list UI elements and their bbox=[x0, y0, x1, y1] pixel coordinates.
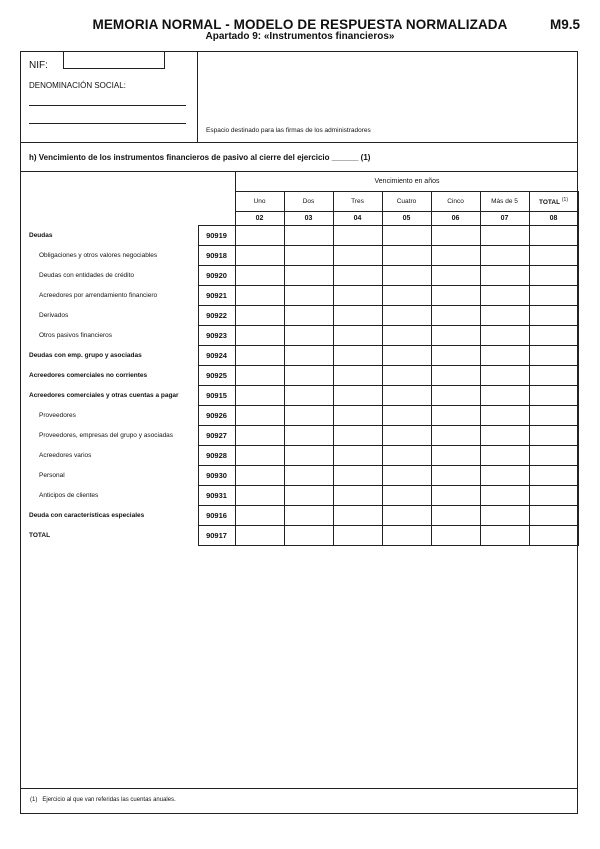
column-labels-row bbox=[20, 192, 578, 212]
row-code: 90923 bbox=[198, 326, 235, 346]
value-cell[interactable] bbox=[235, 306, 284, 326]
denominacion-field-line-1[interactable] bbox=[29, 105, 186, 106]
value-cell[interactable] bbox=[431, 526, 480, 546]
value-cell[interactable] bbox=[235, 266, 284, 286]
value-cell[interactable] bbox=[284, 266, 333, 286]
value-cell[interactable] bbox=[333, 366, 382, 386]
footnote-text: Ejercicio al que van referidas las cuentas anuales. bbox=[42, 797, 176, 803]
value-cell[interactable] bbox=[333, 306, 382, 326]
value-cell[interactable] bbox=[382, 466, 431, 486]
value-cell[interactable] bbox=[382, 286, 431, 306]
table-row bbox=[20, 506, 578, 526]
value-cell[interactable] bbox=[235, 466, 284, 486]
value-cell[interactable] bbox=[235, 326, 284, 346]
value-cell[interactable] bbox=[529, 246, 578, 266]
value-cell[interactable] bbox=[382, 326, 431, 346]
value-cell[interactable] bbox=[284, 306, 333, 326]
value-cell[interactable] bbox=[529, 486, 578, 506]
row-code: 90927 bbox=[198, 426, 235, 446]
col-code: 03 bbox=[284, 212, 333, 226]
value-cell[interactable] bbox=[529, 286, 578, 306]
table-row bbox=[20, 246, 578, 266]
value-cell[interactable] bbox=[284, 366, 333, 386]
value-cell[interactable] bbox=[529, 366, 578, 386]
table-row bbox=[20, 486, 578, 506]
table-row bbox=[20, 266, 578, 286]
value-cell[interactable] bbox=[529, 506, 578, 526]
vencimiento-table bbox=[20, 191, 579, 546]
form-title: MEMORIA NORMAL - MODELO DE RESPUESTA NORMALIZADA bbox=[92, 17, 508, 32]
divider bbox=[20, 142, 578, 143]
row-label: Derivados bbox=[39, 312, 69, 319]
value-cell[interactable] bbox=[431, 466, 480, 486]
value-cell[interactable] bbox=[431, 386, 480, 406]
value-cell[interactable] bbox=[431, 406, 480, 426]
value-cell[interactable] bbox=[235, 526, 284, 546]
row-label: Acreedores comerciales y otras cuentas a pagar bbox=[29, 392, 179, 399]
divider bbox=[197, 52, 198, 142]
row-label: Deudas con emp. grupo y asociadas bbox=[29, 352, 142, 359]
table-row bbox=[20, 526, 578, 546]
row-code: 90925 bbox=[198, 366, 235, 386]
value-cell[interactable] bbox=[333, 426, 382, 446]
value-cell[interactable] bbox=[333, 286, 382, 306]
value-cell[interactable] bbox=[333, 246, 382, 266]
value-cell[interactable] bbox=[382, 526, 431, 546]
value-cell[interactable] bbox=[480, 486, 529, 506]
col-total bbox=[529, 192, 578, 212]
col-mas-de-5: Más de 5 bbox=[480, 192, 529, 212]
value-cell[interactable] bbox=[480, 526, 529, 546]
value-cell[interactable] bbox=[529, 346, 578, 366]
row-code: 90918 bbox=[198, 246, 235, 266]
firmas-label: Espacio destinado para las firmas de los administradores bbox=[206, 127, 371, 134]
value-cell[interactable] bbox=[382, 246, 431, 266]
value-cell[interactable] bbox=[480, 366, 529, 386]
denominacion-field-line-2[interactable] bbox=[29, 123, 186, 124]
value-cell[interactable] bbox=[431, 486, 480, 506]
value-cell[interactable] bbox=[284, 406, 333, 426]
row-code: 90926 bbox=[198, 406, 235, 426]
row-code: 90920 bbox=[198, 266, 235, 286]
value-cell[interactable] bbox=[382, 426, 431, 446]
row-label: Anticipos de clientes bbox=[39, 492, 99, 499]
table-row bbox=[20, 426, 578, 446]
value-cell[interactable] bbox=[235, 446, 284, 466]
value-cell[interactable] bbox=[431, 506, 480, 526]
form-code: M9.5 bbox=[549, 17, 580, 32]
value-cell[interactable] bbox=[235, 426, 284, 446]
value-cell[interactable] bbox=[529, 526, 578, 546]
denominacion-label: DENOMINACIÓN SOCIAL: bbox=[29, 81, 126, 90]
table-row bbox=[20, 326, 578, 346]
value-cell[interactable] bbox=[382, 486, 431, 506]
col-total-label: TOTAL bbox=[539, 199, 561, 207]
table-row bbox=[20, 386, 578, 406]
value-cell[interactable] bbox=[284, 526, 333, 546]
row-code: 90931 bbox=[198, 486, 235, 506]
divider bbox=[20, 788, 578, 789]
value-cell[interactable] bbox=[284, 426, 333, 446]
column-codes-row bbox=[20, 212, 578, 226]
value-cell[interactable] bbox=[529, 386, 578, 406]
row-code: 90916 bbox=[198, 506, 235, 526]
value-cell[interactable] bbox=[235, 366, 284, 386]
value-cell[interactable] bbox=[284, 506, 333, 526]
nif-field[interactable] bbox=[63, 52, 165, 69]
row-code: 90915 bbox=[198, 386, 235, 406]
row-code: 90922 bbox=[198, 306, 235, 326]
col-code: 06 bbox=[431, 212, 480, 226]
table-row bbox=[20, 226, 578, 246]
value-cell[interactable] bbox=[235, 286, 284, 306]
value-cell[interactable] bbox=[480, 326, 529, 346]
row-label: Proveedores, empresas del grupo y asociadas bbox=[39, 432, 174, 439]
section-heading: h) Vencimiento de los instrumentos financieros de pasivo al cierre del ejercicio ______ (1) bbox=[29, 153, 371, 162]
row-label: Deuda con características especiales bbox=[29, 512, 145, 519]
row-code: 90930 bbox=[198, 466, 235, 486]
value-cell[interactable] bbox=[284, 466, 333, 486]
value-cell[interactable] bbox=[431, 286, 480, 306]
value-cell[interactable] bbox=[235, 386, 284, 406]
value-cell[interactable] bbox=[529, 446, 578, 466]
value-cell[interactable] bbox=[529, 306, 578, 326]
value-cell[interactable] bbox=[333, 406, 382, 426]
row-label: Otros pasivos financieros bbox=[39, 332, 112, 339]
footnote bbox=[30, 797, 176, 803]
value-cell[interactable] bbox=[382, 266, 431, 286]
row-label: Deudas bbox=[29, 232, 53, 239]
table-row bbox=[20, 286, 578, 306]
value-cell[interactable] bbox=[431, 446, 480, 466]
nif-label: NIF: bbox=[29, 60, 48, 71]
value-cell[interactable] bbox=[284, 326, 333, 346]
value-cell[interactable] bbox=[382, 346, 431, 366]
col-code: 08 bbox=[529, 212, 578, 226]
value-cell[interactable] bbox=[284, 226, 333, 246]
value-cell[interactable] bbox=[235, 406, 284, 426]
vencimiento-header: Vencimiento en años bbox=[235, 172, 578, 192]
value-cell[interactable] bbox=[235, 346, 284, 366]
value-cell[interactable] bbox=[431, 306, 480, 326]
value-cell[interactable] bbox=[529, 466, 578, 486]
col-cinco: Cinco bbox=[431, 192, 480, 212]
col-dos: Dos bbox=[284, 192, 333, 212]
col-code: 05 bbox=[382, 212, 431, 226]
value-cell[interactable] bbox=[529, 226, 578, 246]
value-cell[interactable] bbox=[480, 246, 529, 266]
row-label: Acreedores varios bbox=[39, 452, 92, 459]
value-cell[interactable] bbox=[480, 286, 529, 306]
row-label: Personal bbox=[39, 472, 65, 479]
value-cell[interactable] bbox=[431, 426, 480, 446]
value-cell[interactable] bbox=[284, 446, 333, 466]
value-cell[interactable] bbox=[480, 506, 529, 526]
value-cell[interactable] bbox=[480, 226, 529, 246]
value-cell[interactable] bbox=[480, 306, 529, 326]
value-cell[interactable] bbox=[284, 486, 333, 506]
value-cell[interactable] bbox=[382, 506, 431, 526]
value-cell[interactable] bbox=[480, 446, 529, 466]
form-subtitle: Apartado 9: «Instrumentos financieros» bbox=[205, 31, 395, 42]
value-cell[interactable] bbox=[333, 446, 382, 466]
value-cell[interactable] bbox=[333, 266, 382, 286]
value-cell[interactable] bbox=[529, 326, 578, 346]
value-cell[interactable] bbox=[235, 486, 284, 506]
value-cell[interactable] bbox=[235, 506, 284, 526]
row-label: TOTAL bbox=[29, 532, 51, 539]
value-cell[interactable] bbox=[529, 406, 578, 426]
value-cell[interactable] bbox=[480, 426, 529, 446]
value-cell[interactable] bbox=[529, 426, 578, 446]
value-cell[interactable] bbox=[431, 246, 480, 266]
value-cell[interactable] bbox=[431, 346, 480, 366]
value-cell[interactable] bbox=[480, 386, 529, 406]
value-cell[interactable] bbox=[480, 466, 529, 486]
col-uno: Uno bbox=[235, 192, 284, 212]
value-cell[interactable] bbox=[333, 526, 382, 546]
value-cell[interactable] bbox=[333, 326, 382, 346]
value-cell[interactable] bbox=[431, 366, 480, 386]
footnote-marker: (1) bbox=[30, 797, 38, 803]
value-cell[interactable] bbox=[382, 386, 431, 406]
table-row bbox=[20, 446, 578, 466]
value-cell[interactable] bbox=[480, 406, 529, 426]
col-code: 02 bbox=[235, 212, 284, 226]
value-cell[interactable] bbox=[284, 286, 333, 306]
table-row bbox=[20, 366, 578, 386]
col-code: 04 bbox=[333, 212, 382, 226]
table-row bbox=[20, 466, 578, 486]
value-cell[interactable] bbox=[431, 266, 480, 286]
value-cell[interactable] bbox=[333, 506, 382, 526]
row-code: 90928 bbox=[198, 446, 235, 466]
row-code: 90921 bbox=[198, 286, 235, 306]
value-cell[interactable] bbox=[284, 346, 333, 366]
value-cell[interactable] bbox=[382, 366, 431, 386]
row-label: Acreedores por arrendamiento financiero bbox=[39, 292, 158, 299]
col-tres: Tres bbox=[333, 192, 382, 212]
value-cell[interactable] bbox=[284, 246, 333, 266]
value-cell[interactable] bbox=[382, 306, 431, 326]
value-cell[interactable] bbox=[382, 446, 431, 466]
row-code: 90924 bbox=[198, 346, 235, 366]
value-cell[interactable] bbox=[480, 346, 529, 366]
value-cell[interactable] bbox=[333, 226, 382, 246]
value-cell[interactable] bbox=[333, 386, 382, 406]
value-cell[interactable] bbox=[529, 266, 578, 286]
col-code: 07 bbox=[480, 212, 529, 226]
row-label: Deudas con entidades de crédito bbox=[39, 272, 135, 279]
value-cell[interactable] bbox=[235, 226, 284, 246]
value-cell[interactable] bbox=[333, 466, 382, 486]
row-label: Acreedores comerciales no corrientes bbox=[29, 372, 148, 379]
value-cell[interactable] bbox=[431, 226, 480, 246]
row-label: Obligaciones y otros valores negociables bbox=[39, 252, 158, 259]
value-cell[interactable] bbox=[333, 346, 382, 366]
table-row bbox=[20, 346, 578, 366]
col-total-sup: (1) bbox=[561, 196, 568, 203]
col-cuatro: Cuatro bbox=[382, 192, 431, 212]
row-code: 90917 bbox=[198, 526, 235, 546]
value-cell[interactable] bbox=[333, 486, 382, 506]
value-cell[interactable] bbox=[480, 266, 529, 286]
value-cell[interactable] bbox=[235, 246, 284, 266]
table-row bbox=[20, 406, 578, 426]
value-cell[interactable] bbox=[382, 406, 431, 426]
value-cell[interactable] bbox=[284, 386, 333, 406]
row-code: 90919 bbox=[198, 226, 235, 246]
table-row bbox=[20, 306, 578, 326]
row-label: Proveedores bbox=[39, 412, 76, 419]
value-cell[interactable] bbox=[431, 326, 480, 346]
value-cell[interactable] bbox=[382, 226, 431, 246]
